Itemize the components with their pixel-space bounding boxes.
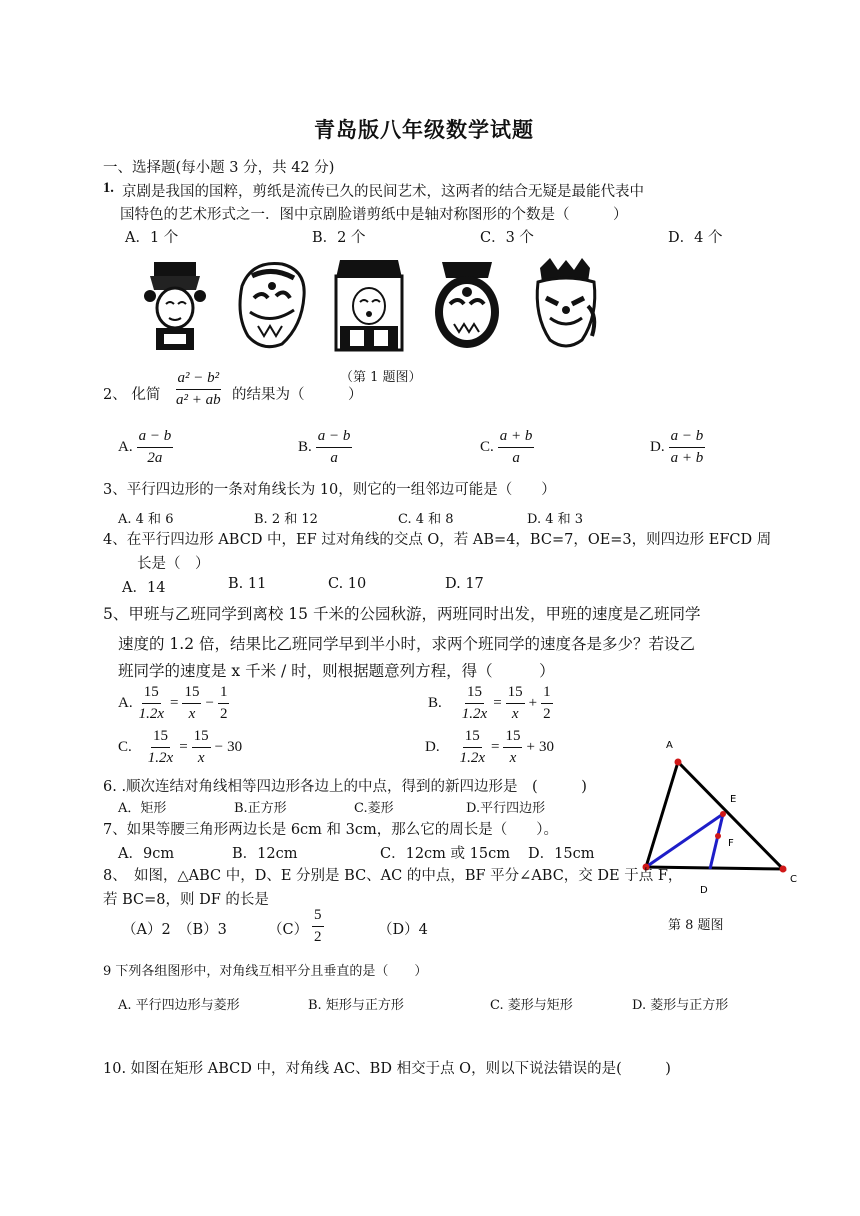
q5-b-rhs-den: x [511, 706, 519, 722]
point-f [715, 833, 721, 839]
q2-option-a-num: a − b [137, 428, 174, 448]
q2-prefix: 2、 化简 [103, 387, 161, 403]
q1-line1: 京剧是我国的国粹，剪纸是流传已久的民间艺术，这两者的结合无疑是最能代表中 [122, 184, 644, 200]
q6-option-b: B.正方形 [234, 801, 287, 816]
q5-option-d: D. $\frac{15}{1.2x}$ = $\frac{15}{x}$ + 30 [425, 728, 554, 766]
q5-option-a-label: A. [118, 695, 133, 711]
q9-option-c: C. 菱形与矩形 [490, 998, 573, 1013]
label-f: F [728, 838, 734, 849]
q5-option-c: C. $\frac{15}{1.2x}$ = $\frac{15}{x}$ − 30 [118, 728, 243, 766]
q6-stem: 6. .顺次连结对角线相等四边形各边上的中点，得到的新四边形是 ( ) [103, 779, 587, 795]
q5-b-tail-den: 2 [543, 706, 551, 722]
q5-a-lhs-den: 1.2x [138, 706, 165, 722]
q5-c-rhs-num: 15 [192, 728, 211, 748]
q5-a-rhs-den: x [188, 706, 196, 722]
q5-line2: 速度的 1.2 倍，结果比乙班同学早到半小时，求两个班同学的速度各是多少？若设乙 [118, 635, 696, 653]
q5-option-d-label: D. [425, 739, 440, 755]
q2-option-a-den: 2a [147, 450, 163, 466]
q4-option-a: A．14 [122, 580, 166, 596]
q2-option-d-num: a − b [669, 428, 706, 448]
opera-mask-image-2 [232, 256, 310, 354]
q5-option-a: A. $\frac{15}{1.2x}$ = $\frac{15}{x}$ − $\frac{1}{2}$ [118, 684, 228, 722]
q1-figure-caption: （第 1 题图） [340, 370, 422, 385]
opera-mask-image-5 [526, 256, 604, 354]
label-c: C [790, 874, 797, 885]
q5-a-tail-den: 2 [219, 706, 228, 722]
page-title: 青岛版八年级数学试题 [314, 117, 534, 142]
q7-stem: 7、如果等腰三角形两边长是 6cm 和 3cm，那么它的周长是（ ）。 [103, 822, 558, 838]
q6-option-a: A．矩形 [118, 801, 167, 816]
q4-option-d: D. 17 [445, 576, 484, 592]
q7-option-a: A．9cm [118, 846, 175, 862]
q5-line1: 5、甲班与乙班同学到离校 15 千米的公园秋游，两班同时出发，甲班的速度是乙班同学 [103, 605, 701, 623]
q6-option-d: D.平行四边形 [466, 801, 546, 816]
q9-option-d: D. 菱形与正方形 [632, 998, 729, 1013]
q2-option-d-den: a + b [670, 450, 704, 466]
q1-line2: 国特色的艺术形式之一．图中京剧脸谱剪纸中是轴对称图形的个数是（ ） [120, 207, 628, 223]
q4-line2: 长是（ ） [137, 556, 210, 572]
q2-option-a-label: A. [118, 439, 133, 455]
q3-option-d: D. 4 和 3 [527, 512, 584, 527]
q5-d-tail: 30 [538, 739, 554, 755]
q5-b-lhs-den: 1.2x [461, 706, 488, 722]
q7-option-d: D．15cm [528, 846, 595, 862]
q8-option-c: （C） [268, 922, 309, 938]
q8-option-c-num: 5 [312, 907, 324, 927]
q5-d-rhs-den: x [509, 750, 517, 766]
point-e [720, 811, 726, 817]
q5-option-b: B. $\frac{15}{1.2x}$ = $\frac{15}{x}$ + $\frac{1}{2}$ [428, 684, 551, 722]
q3-option-a: A. 4 和 6 [118, 512, 174, 527]
q2-suffix: 的结果为（ ） [232, 387, 363, 403]
q8-line1: 8、 如图，△ABC 中，D、E 分别是 BC、AC 的中点，BF 平分∠ABC，交 DE 于点 F， [103, 868, 683, 884]
point-c [780, 866, 787, 873]
q7-option-b: B．12cm [232, 846, 298, 862]
q5-c-lhs-den: 1.2x [147, 750, 174, 766]
q5-d-operator: + [526, 739, 535, 755]
q3-option-b: B. 2 和 12 [254, 512, 318, 527]
label-e: E [730, 794, 737, 805]
q2-expression [174, 370, 223, 409]
q10-stem: 10. 如图在矩形 ABCD 中，对角线 AC、BD 相交于点 O，则以下说法错误的是( ) [103, 1061, 671, 1077]
q5-d-lhs-den: 1.2x [459, 750, 486, 766]
q9-stem: 9 下列各组图形中，对角线互相平分且垂直的是（ ） [103, 964, 428, 979]
q5-a-operator: − [205, 695, 214, 711]
label-d: D [700, 885, 708, 896]
q6-option-c: C.菱形 [354, 801, 394, 816]
q5-option-b-label: B. [428, 695, 442, 711]
q3-option-c: C. 4 和 8 [398, 512, 454, 527]
q2-option-b-den: a [330, 450, 338, 466]
q8-option-b: （B）3 [178, 922, 227, 938]
q2-option-b-num: a − b [316, 428, 353, 448]
q1-option-c: C．3 个 [480, 230, 534, 246]
q5-b-operator: + [528, 695, 538, 711]
q5-d-lhs-num: 15 [463, 728, 482, 748]
opera-mask-image-4 [428, 256, 506, 354]
q5-a-lhs-num: 15 [142, 684, 161, 704]
q5-c-lhs-num: 15 [151, 728, 170, 748]
q2-option-c [480, 428, 534, 467]
q2-option-d-label: D. [650, 439, 665, 455]
q5-c-rhs-den: x [197, 750, 205, 766]
q2-option-c-den: a [512, 450, 520, 466]
q8-figure-caption: 第 8 题图 [668, 918, 724, 933]
point-a [675, 759, 682, 766]
q5-a-tail-num: 1 [218, 684, 230, 704]
opera-mask-image-3 [330, 256, 408, 354]
q8-option-d: （D）4 [378, 922, 428, 938]
q2-expr-numerator: a² − b² [176, 370, 222, 390]
q5-line3: 班同学的速度是 x 千米 / 时，则根据题意列方程，得（ ） [118, 662, 555, 680]
q8-option-c-fraction [312, 907, 324, 946]
q1-number: 1. [103, 180, 114, 196]
q5-b-tail-num: 1 [541, 684, 553, 704]
q2-option-b [298, 428, 352, 467]
q8-line2: 若 BC=8，则 DF 的长是 [103, 892, 269, 908]
q5-option-c-label: C. [118, 739, 132, 755]
opera-mask-image-1 [136, 256, 214, 354]
q2-option-c-label: C. [480, 439, 494, 455]
q2-expr-denominator: a² + ab [176, 392, 221, 408]
q9-option-a: A. 平行四边形与菱形 [118, 998, 240, 1013]
q5-c-tail: 30 [227, 739, 243, 755]
q4-option-c: C. 10 [328, 576, 367, 592]
q5-b-lhs-num: 15 [465, 684, 484, 704]
q5-d-rhs-num: 15 [503, 728, 522, 748]
q5-a-rhs-num: 15 [182, 684, 201, 704]
q2-option-a [118, 428, 173, 467]
q2-option-c-num: a + b [498, 428, 535, 448]
q7-option-c: C．12cm 或 15cm [380, 846, 510, 862]
q1-option-b: B．2 个 [312, 230, 366, 246]
q4-option-b: B. 11 [228, 576, 267, 592]
section-heading: 一、选择题(每小题 3 分，共 42 分) [103, 160, 335, 176]
q5-c-operator: − [214, 739, 224, 755]
q5-b-rhs-num: 15 [506, 684, 525, 704]
q3-stem: 3、平行四边形的一条对角线长为 10，则它的一组邻边可能是（ ） [103, 482, 556, 498]
q1-option-a: A．1 个 [125, 230, 179, 246]
label-a: A [666, 740, 673, 751]
q9-option-b: B. 矩形与正方形 [308, 998, 404, 1013]
q2-option-d [650, 428, 705, 467]
q8-option-c-den: 2 [314, 929, 322, 945]
q2-option-b-label: B. [298, 439, 312, 455]
q4-line1: 4、在平行四边形 ABCD 中，EF 过对角线的交点 O，若 AB=4，BC=7，OE=3，则四边形 EFCD 周 [103, 532, 772, 548]
q8-option-a: （A）2 [122, 922, 171, 938]
q1-option-d: D．4 个 [668, 230, 723, 246]
